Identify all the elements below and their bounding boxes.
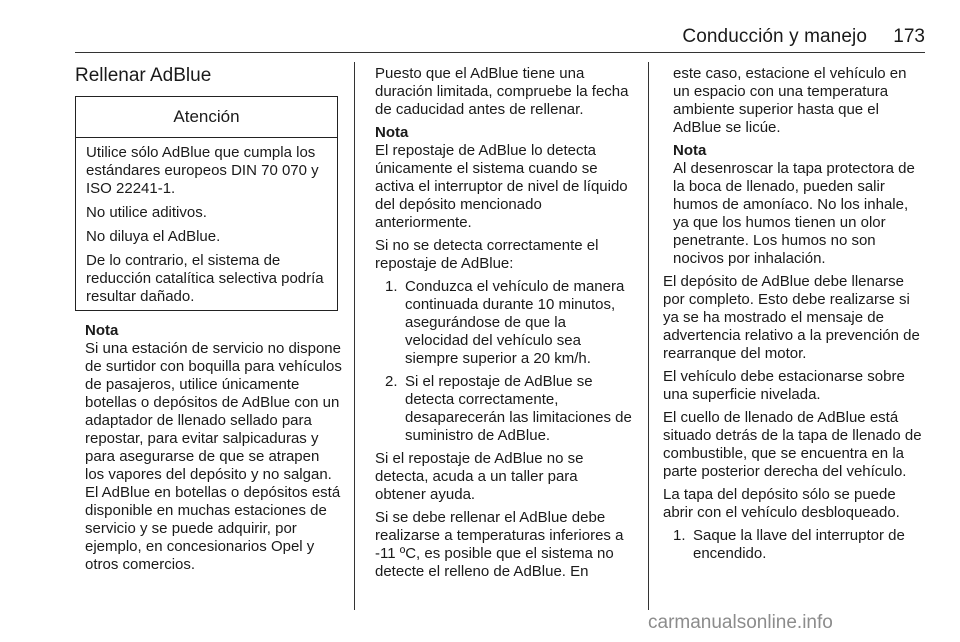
list-number: 1. [673, 527, 686, 544]
note-label: Nota [85, 322, 119, 339]
warning-paragraph: No utilice aditivos. [86, 204, 207, 221]
watermark: carmanualsonline.info [648, 612, 833, 633]
warning-box [75, 96, 338, 311]
paragraph: El cuello de llenado de AdBlue está situado detrás de la tapa de llenado de combustible, que se encuentra en la parte posterior derecha del vehículo. [663, 409, 922, 480]
warning-paragraph: De lo contrario, el sistema de reducción catalítica selectiva podría resultar dañado. [86, 252, 324, 305]
paragraph: Si no se detecta correctamente el repostaje de AdBlue: [375, 237, 599, 272]
note-label: Nota [673, 142, 707, 159]
section-title: Rellenar AdBlue [75, 65, 212, 86]
paragraph: este caso, estacione el vehículo en un espacio con una temperatura ambiente superior hasta que el AdBlue se licúe. [673, 65, 907, 136]
paragraph: El depósito de AdBlue debe llenarse por completo. Esto debe realizarse si ya se ha mostrado el mensaje de advertencia relativo a la prevención de rearranque del motor. [663, 273, 920, 362]
warning-paragraph: No diluya el AdBlue. [86, 228, 221, 245]
note-text: Si una estación de servicio no dispone de surtidor con boquilla para vehículos de pasajeros, utilice únicamente botellas o depósitos de AdBlue con un adaptador de llenado sellado para repostar, para evitar salpicaduras y para asegurarse de que se atrapen los vapores del depósito y no salgan. El AdBlue en botellas o depósitos está disponible en muchas estaciones de servicio y se puede adquirir, por ejemplo, en concesionarios Opel y otros comercios. [85, 340, 342, 573]
list-text: Saque la llave del interruptor de encendido. [693, 527, 905, 562]
note-label: Nota [375, 124, 409, 141]
paragraph: Puesto que el AdBlue tiene una duración limitada, compruebe la fecha de caducidad antes de rellenar. [375, 65, 629, 118]
note-text: Al desenroscar la tapa protectora de la boca de llenado, pueden salir humos de amoníaco. No los inhale, ya que los humos tienen un olor penetrante. Los humos no son nocivos por inhalación. [673, 160, 915, 267]
note-text: El repostaje de AdBlue lo detecta únicamente el sistema cuando se activa el interruptor de nivel de líquido del depósito mencionado anteriormente. [375, 142, 628, 231]
column-divider [648, 62, 649, 610]
warning-heading: Atención [76, 97, 337, 138]
list-number: 1. [385, 278, 398, 295]
list-item [375, 373, 632, 445]
warning-paragraph: Utilice sólo AdBlue que cumpla los estándares europeos DIN 70 070 y ISO 22241-1. [86, 144, 319, 197]
paragraph: Si el repostaje de AdBlue no se detecta, acuda a un taller para obtener ayuda. [375, 450, 584, 503]
column-1 [85, 322, 342, 579]
paragraph: El vehículo debe estacionarse sobre una superficie nivelada. [663, 368, 905, 403]
column-2 [375, 65, 632, 586]
paragraph: La tapa del depósito sólo se puede abrir con el vehículo desbloqueado. [663, 486, 900, 521]
header-title: Conducción y manejo [682, 26, 867, 47]
list-text: Conduzca el vehículo de manera continuada durante 10 minutos, asegurándose de que la velocidad del vehículo sea siempre superior a 20 km/h. [405, 278, 625, 367]
list-text: Si el repostaje de AdBlue se detecta correctamente, desaparecerán las limitaciones de suministro de AdBlue. [405, 373, 632, 444]
column-divider [354, 62, 355, 610]
column-3 [663, 65, 925, 568]
page-header [75, 26, 925, 53]
paragraph: Si se debe rellenar el AdBlue debe realizarse a temperaturas inferiores a -11 ºC, es posible que el sistema no detecte el relleno de AdBlue. En [375, 509, 624, 580]
warning-body [76, 138, 337, 306]
list-number: 2. [385, 373, 398, 390]
page-number: 173 [893, 26, 925, 47]
list-item [375, 278, 632, 368]
list-item [663, 527, 925, 563]
